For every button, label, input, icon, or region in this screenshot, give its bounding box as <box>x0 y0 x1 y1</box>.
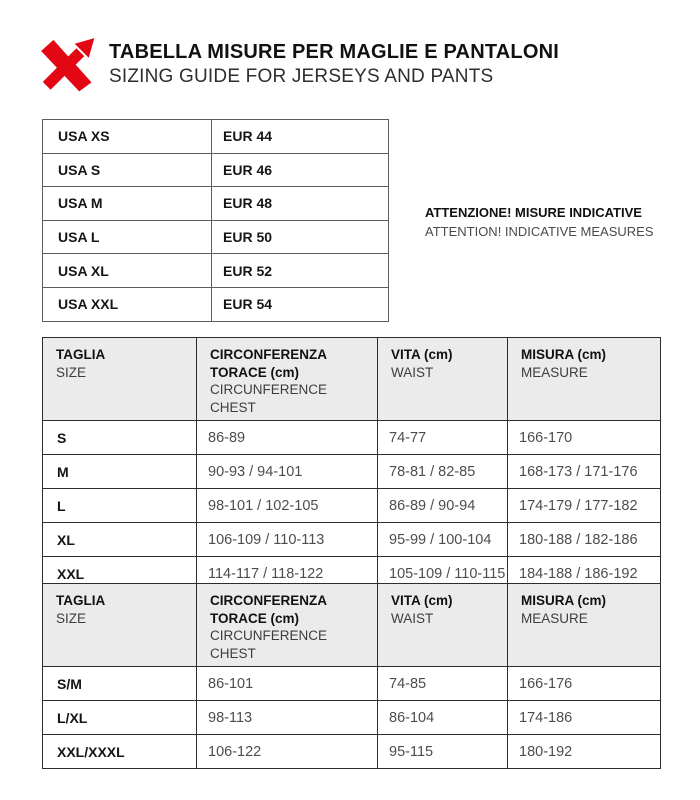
table-row <box>43 735 661 769</box>
column-header-chest <box>197 338 378 421</box>
table-row <box>43 153 389 187</box>
table-row <box>43 489 661 523</box>
column-header-measure <box>508 338 661 421</box>
eur-size-cell: EUR 46 <box>212 153 389 187</box>
size-cell: S/M <box>43 667 197 701</box>
column-header-waist <box>378 584 508 667</box>
header-subtitle: CIRCUNFERENCE CHEST <box>210 382 328 415</box>
header-title: TAGLIA <box>56 347 106 362</box>
header-subtitle: WAIST <box>391 610 434 626</box>
chest-cell: 114-117 / 118-122 <box>197 557 378 591</box>
jersey-pants-size-table <box>42 337 661 591</box>
usa-size-cell: USA XS <box>43 120 212 154</box>
header-title: CIRCONFERENZA <box>210 593 327 608</box>
notice-line-english: ATTENTION! INDICATIVE MEASURES <box>425 223 654 239</box>
size-cell: XXL <box>43 557 197 591</box>
measure-cell: 184-188 / 186-192 <box>508 557 661 591</box>
usa-size-cell: USA XXL <box>43 287 212 321</box>
page-header <box>40 36 559 93</box>
page-title: TABELLA MISURE PER MAGLIE E PANTALONI <box>109 41 559 63</box>
measure-cell: 166-170 <box>508 421 661 455</box>
table-row <box>43 120 389 154</box>
eur-size-cell: EUR 54 <box>212 287 389 321</box>
chest-cell: 98-113 <box>197 701 378 735</box>
header-title: CIRCONFERENZA <box>210 347 327 362</box>
header-subtitle: SIZE <box>56 610 87 626</box>
measure-cell: 174-179 / 177-182 <box>508 489 661 523</box>
table-row <box>43 701 661 735</box>
header-title: TAGLIA <box>56 593 106 608</box>
measure-cell: 168-173 / 171-176 <box>508 455 661 489</box>
size-cell: XXL/XXXL <box>43 735 197 769</box>
header-title: MISURA (cm) <box>521 593 607 608</box>
waist-cell: 95-99 / 100-104 <box>378 523 508 557</box>
waist-cell: 78-81 / 82-85 <box>378 455 508 489</box>
usa-size-cell: USA M <box>43 187 212 221</box>
column-header-chest <box>197 584 378 667</box>
size-cell: L/XL <box>43 701 197 735</box>
table-row <box>43 287 389 321</box>
header-subtitle: CIRCUNFERENCE CHEST <box>210 628 328 661</box>
combined-size-table <box>42 583 661 769</box>
size-cell: S <box>43 421 197 455</box>
table-row <box>43 523 661 557</box>
chest-cell: 86-89 <box>197 421 378 455</box>
waist-cell: 74-77 <box>378 421 508 455</box>
waist-cell: 86-104 <box>378 701 508 735</box>
chest-cell: 86-101 <box>197 667 378 701</box>
chest-cell: 106-122 <box>197 735 378 769</box>
eur-size-cell: EUR 44 <box>212 120 389 154</box>
header-title-line2: TORACE (cm) <box>210 610 300 626</box>
size-cell: L <box>43 489 197 523</box>
page-subtitle: SIZING GUIDE FOR JERSEYS AND PANTS <box>109 66 494 87</box>
indicative-measures-notice <box>425 205 653 239</box>
measure-cell: 166-176 <box>508 667 661 701</box>
header-subtitle: WAIST <box>391 364 434 380</box>
title-block <box>109 36 559 88</box>
measure-cell: 180-188 / 182-186 <box>508 523 661 557</box>
eur-size-cell: EUR 50 <box>212 220 389 254</box>
notice-line-italian: ATTENZIONE! MISURE INDICATIVE <box>425 205 642 220</box>
eur-size-cell: EUR 48 <box>212 187 389 221</box>
size-cell: M <box>43 455 197 489</box>
waist-cell: 95-115 <box>378 735 508 769</box>
column-header-measure <box>508 584 661 667</box>
waist-cell: 105-109 / 110-115 <box>378 557 508 591</box>
header-title: MISURA (cm) <box>521 347 607 362</box>
header-subtitle: MEASURE <box>521 364 588 380</box>
column-header-size <box>43 584 197 667</box>
waist-cell: 74-85 <box>378 667 508 701</box>
table-row <box>43 220 389 254</box>
header-row <box>43 584 661 667</box>
header-title-line2: TORACE (cm) <box>210 364 300 380</box>
header-subtitle: SIZE <box>56 364 87 380</box>
chest-cell: 98-101 / 102-105 <box>197 489 378 523</box>
header-row <box>43 338 661 421</box>
usa-size-cell: USA XL <box>43 254 212 288</box>
header-title: VITA (cm) <box>391 347 453 362</box>
eur-size-cell: EUR 52 <box>212 254 389 288</box>
waist-cell: 86-89 / 90-94 <box>378 489 508 523</box>
usa-size-cell: USA L <box>43 220 212 254</box>
usa-size-cell: USA S <box>43 153 212 187</box>
table-row <box>43 421 661 455</box>
header-subtitle: MEASURE <box>521 610 588 626</box>
usa-eur-conversion-table <box>42 119 389 322</box>
measure-cell: 180-192 <box>508 735 661 769</box>
brand-x-arrow-logo-icon <box>40 36 96 93</box>
chest-cell: 106-109 / 110-113 <box>197 523 378 557</box>
measure-cell: 174-186 <box>508 701 661 735</box>
table-row <box>43 187 389 221</box>
table-row <box>43 455 661 489</box>
chest-cell: 90-93 / 94-101 <box>197 455 378 489</box>
size-cell: XL <box>43 523 197 557</box>
table-row <box>43 667 661 701</box>
table-row <box>43 254 389 288</box>
header-title: VITA (cm) <box>391 593 453 608</box>
column-header-waist <box>378 338 508 421</box>
column-header-size <box>43 338 197 421</box>
